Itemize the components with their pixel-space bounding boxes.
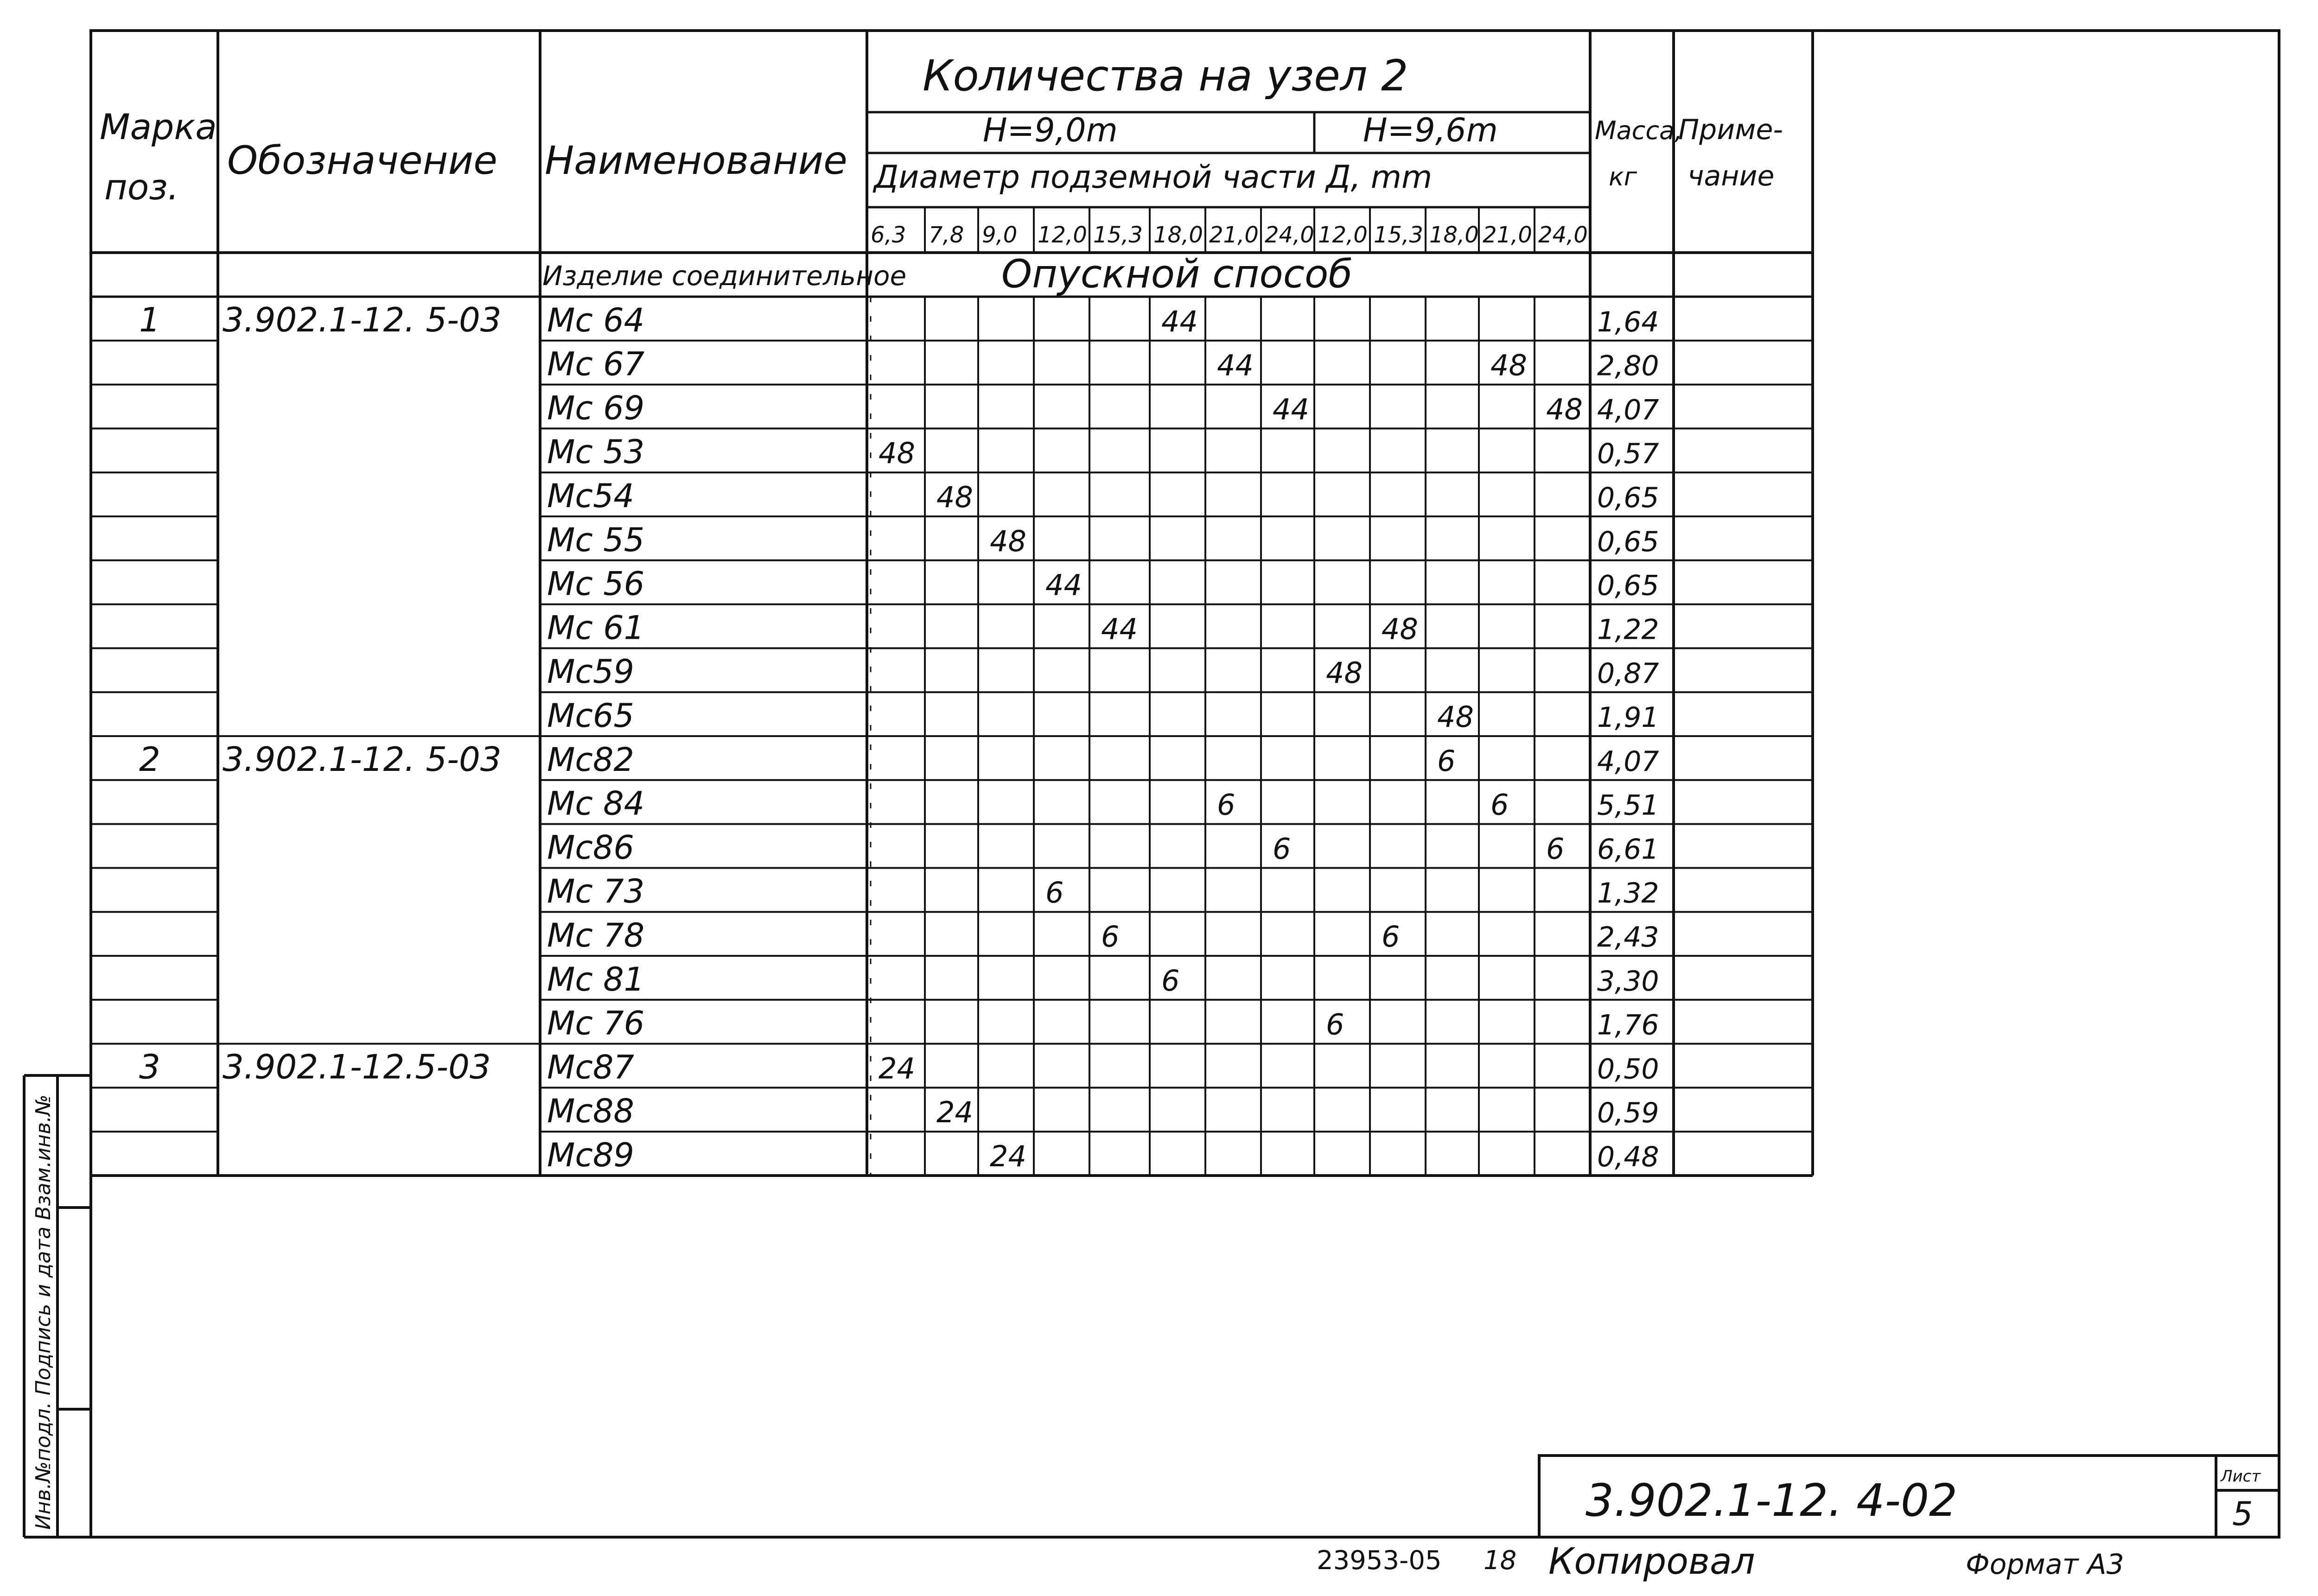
row-14-mass: 2,43 bbox=[1597, 921, 1659, 954]
row-11-name: Мс 84 bbox=[547, 784, 645, 823]
footer-format: Формат А3 bbox=[1966, 1548, 2124, 1581]
row-3-qty-0: 48 bbox=[879, 436, 915, 471]
row-16-name: Мс 76 bbox=[547, 1004, 645, 1043]
row-9-mass: 1,91 bbox=[1597, 701, 1659, 734]
row-18-qty-1: 24 bbox=[936, 1095, 973, 1130]
header-diametr: Диаметр подземной части Д, mm bbox=[874, 159, 1433, 196]
row-4-mass: 0,65 bbox=[1597, 482, 1659, 514]
row-9-name: Мс65 bbox=[547, 697, 634, 735]
row-1-name: Мс 67 bbox=[547, 345, 645, 383]
header-naimenovanie: Наименование bbox=[545, 138, 847, 183]
row-12-mass: 6,61 bbox=[1597, 833, 1659, 866]
row-0-mass: 1,64 bbox=[1597, 305, 1659, 338]
header-massa-2: кг bbox=[1609, 162, 1637, 191]
row-2-qty-7: 44 bbox=[1273, 392, 1309, 426]
row-2-qty-12: 48 bbox=[1546, 392, 1583, 426]
row-13-name: Мс 73 bbox=[547, 872, 645, 911]
row-0-mark: 1 bbox=[139, 300, 160, 339]
footer-order: 23953-05 bbox=[1317, 1545, 1442, 1576]
footer-copied: Копировал bbox=[1548, 1541, 1755, 1583]
row-9-qty-10: 48 bbox=[1437, 700, 1474, 734]
diameter-header-1: 7,8 bbox=[929, 222, 964, 248]
row-1-qty-11: 48 bbox=[1490, 348, 1527, 382]
row-11-qty-6: 6 bbox=[1217, 788, 1235, 822]
row-14-name: Мс 78 bbox=[547, 916, 645, 954]
diameter-header-9: 15,3 bbox=[1374, 222, 1423, 248]
row-10-qty-10: 6 bbox=[1437, 744, 1456, 778]
row-7-qty-9: 48 bbox=[1382, 612, 1418, 646]
row-6-name: Мс 56 bbox=[547, 565, 645, 603]
row-6-mass: 0,65 bbox=[1597, 569, 1659, 602]
stamp-sheet-no: 5 bbox=[2232, 1495, 2253, 1533]
row-13-qty-3: 6 bbox=[1045, 876, 1064, 910]
row-16-qty-8: 6 bbox=[1326, 1007, 1344, 1042]
row-0-name: Мс 64 bbox=[547, 301, 645, 339]
row-16-mass: 1,76 bbox=[1597, 1009, 1659, 1042]
row-11-mass: 5,51 bbox=[1597, 789, 1659, 822]
row-0-code: 3.902.1-12. 5-03 bbox=[223, 300, 502, 339]
row-10-code: 3.902.1-12. 5-03 bbox=[223, 739, 502, 779]
diameter-header-0: 6,3 bbox=[871, 222, 906, 248]
row-3-name: Мс 53 bbox=[547, 433, 645, 471]
row-7-name: Мс 61 bbox=[547, 609, 645, 647]
stamp-doc-code: 3.902.1-12. 4-02 bbox=[1586, 1475, 1958, 1526]
row-11-qty-11: 6 bbox=[1490, 788, 1509, 822]
row-7-qty-4: 44 bbox=[1101, 612, 1138, 646]
section-method: Опускной способ bbox=[1001, 251, 1353, 297]
header-kolichestvo: Количества на узел 2 bbox=[923, 51, 1408, 101]
diameter-header-12: 24,0 bbox=[1538, 222, 1588, 248]
row-18-mass: 0,59 bbox=[1597, 1097, 1659, 1130]
row-19-qty-2: 24 bbox=[990, 1139, 1026, 1173]
row-19-mass: 0,48 bbox=[1597, 1141, 1659, 1173]
row-6-qty-3: 44 bbox=[1045, 568, 1082, 602]
row-14-qty-9: 6 bbox=[1382, 920, 1400, 954]
header-marka-1: Марка bbox=[100, 106, 217, 147]
header-primech-2: чание bbox=[1688, 160, 1775, 192]
row-1-qty-6: 44 bbox=[1217, 348, 1254, 382]
row-8-mass: 0,87 bbox=[1597, 657, 1659, 690]
table-grid bbox=[91, 31, 1813, 1176]
row-19-name: Мс89 bbox=[547, 1136, 634, 1174]
row-14-qty-4: 6 bbox=[1101, 920, 1120, 954]
diameter-header-3: 12,0 bbox=[1038, 222, 1087, 248]
row-15-name: Мс 81 bbox=[547, 960, 645, 998]
row-17-mass: 0,50 bbox=[1597, 1053, 1659, 1086]
row-13-mass: 1,32 bbox=[1597, 877, 1659, 910]
diameter-header-8: 12,0 bbox=[1318, 222, 1368, 248]
diameter-header-11: 21,0 bbox=[1483, 222, 1532, 248]
row-5-name: Мс 55 bbox=[547, 521, 645, 559]
diameter-header-7: 24,0 bbox=[1265, 222, 1314, 248]
row-4-name: Мс54 bbox=[547, 477, 634, 515]
row-17-qty-0: 24 bbox=[879, 1051, 915, 1086]
row-10-name: Мс82 bbox=[547, 740, 634, 779]
row-7-mass: 1,22 bbox=[1597, 613, 1659, 646]
row-17-name: Мс87 bbox=[547, 1048, 634, 1087]
row-4-qty-1: 48 bbox=[936, 480, 973, 514]
stamp-sheet-label: Лист bbox=[2221, 1467, 2261, 1486]
row-18-name: Мс88 bbox=[547, 1092, 634, 1131]
row-12-qty-12: 6 bbox=[1546, 832, 1565, 866]
row-3-mass: 0,57 bbox=[1597, 438, 1659, 471]
row-0-qty-5: 44 bbox=[1161, 304, 1198, 338]
header-h1: H=9,0m bbox=[983, 111, 1118, 149]
header-marka-2: поз. bbox=[104, 166, 179, 208]
row-15-qty-5: 6 bbox=[1161, 963, 1180, 998]
diameter-header-6: 21,0 bbox=[1209, 222, 1259, 248]
header-primech-1: Приме- bbox=[1678, 114, 1783, 146]
side-approval-label: Инв.№подл. Подпись и дата Взам.инв.№ bbox=[32, 1094, 55, 1530]
row-8-qty-8: 48 bbox=[1326, 656, 1363, 690]
header-h2: H=9,6m bbox=[1363, 111, 1498, 149]
section-name: Изделие соединительное bbox=[542, 260, 907, 292]
header-massa-1: Масса, bbox=[1595, 116, 1683, 145]
row-10-mass: 4,07 bbox=[1597, 745, 1659, 778]
row-17-code: 3.902.1-12.5-03 bbox=[223, 1047, 491, 1087]
row-12-qty-7: 6 bbox=[1273, 832, 1291, 866]
row-1-mass: 2,80 bbox=[1597, 350, 1659, 382]
table-cells bbox=[139, 222, 1659, 1174]
row-8-name: Мс59 bbox=[547, 653, 634, 691]
row-15-mass: 3,30 bbox=[1597, 965, 1659, 998]
row-12-name: Мс86 bbox=[547, 828, 634, 867]
diameter-header-4: 15,3 bbox=[1093, 222, 1143, 248]
row-2-mass: 4,07 bbox=[1597, 394, 1659, 426]
diameter-header-2: 9,0 bbox=[982, 222, 1018, 248]
footer-num: 18 bbox=[1484, 1545, 1517, 1576]
diameter-header-5: 18,0 bbox=[1153, 222, 1203, 248]
row-10-mark: 2 bbox=[139, 739, 160, 779]
header-oboznachenie: Обозначение bbox=[227, 138, 497, 183]
row-2-name: Мс 69 bbox=[547, 389, 645, 427]
row-5-qty-2: 48 bbox=[990, 524, 1026, 558]
row-5-mass: 0,65 bbox=[1597, 525, 1659, 558]
diameter-header-10: 18,0 bbox=[1429, 222, 1479, 248]
row-17-mark: 3 bbox=[139, 1047, 160, 1087]
